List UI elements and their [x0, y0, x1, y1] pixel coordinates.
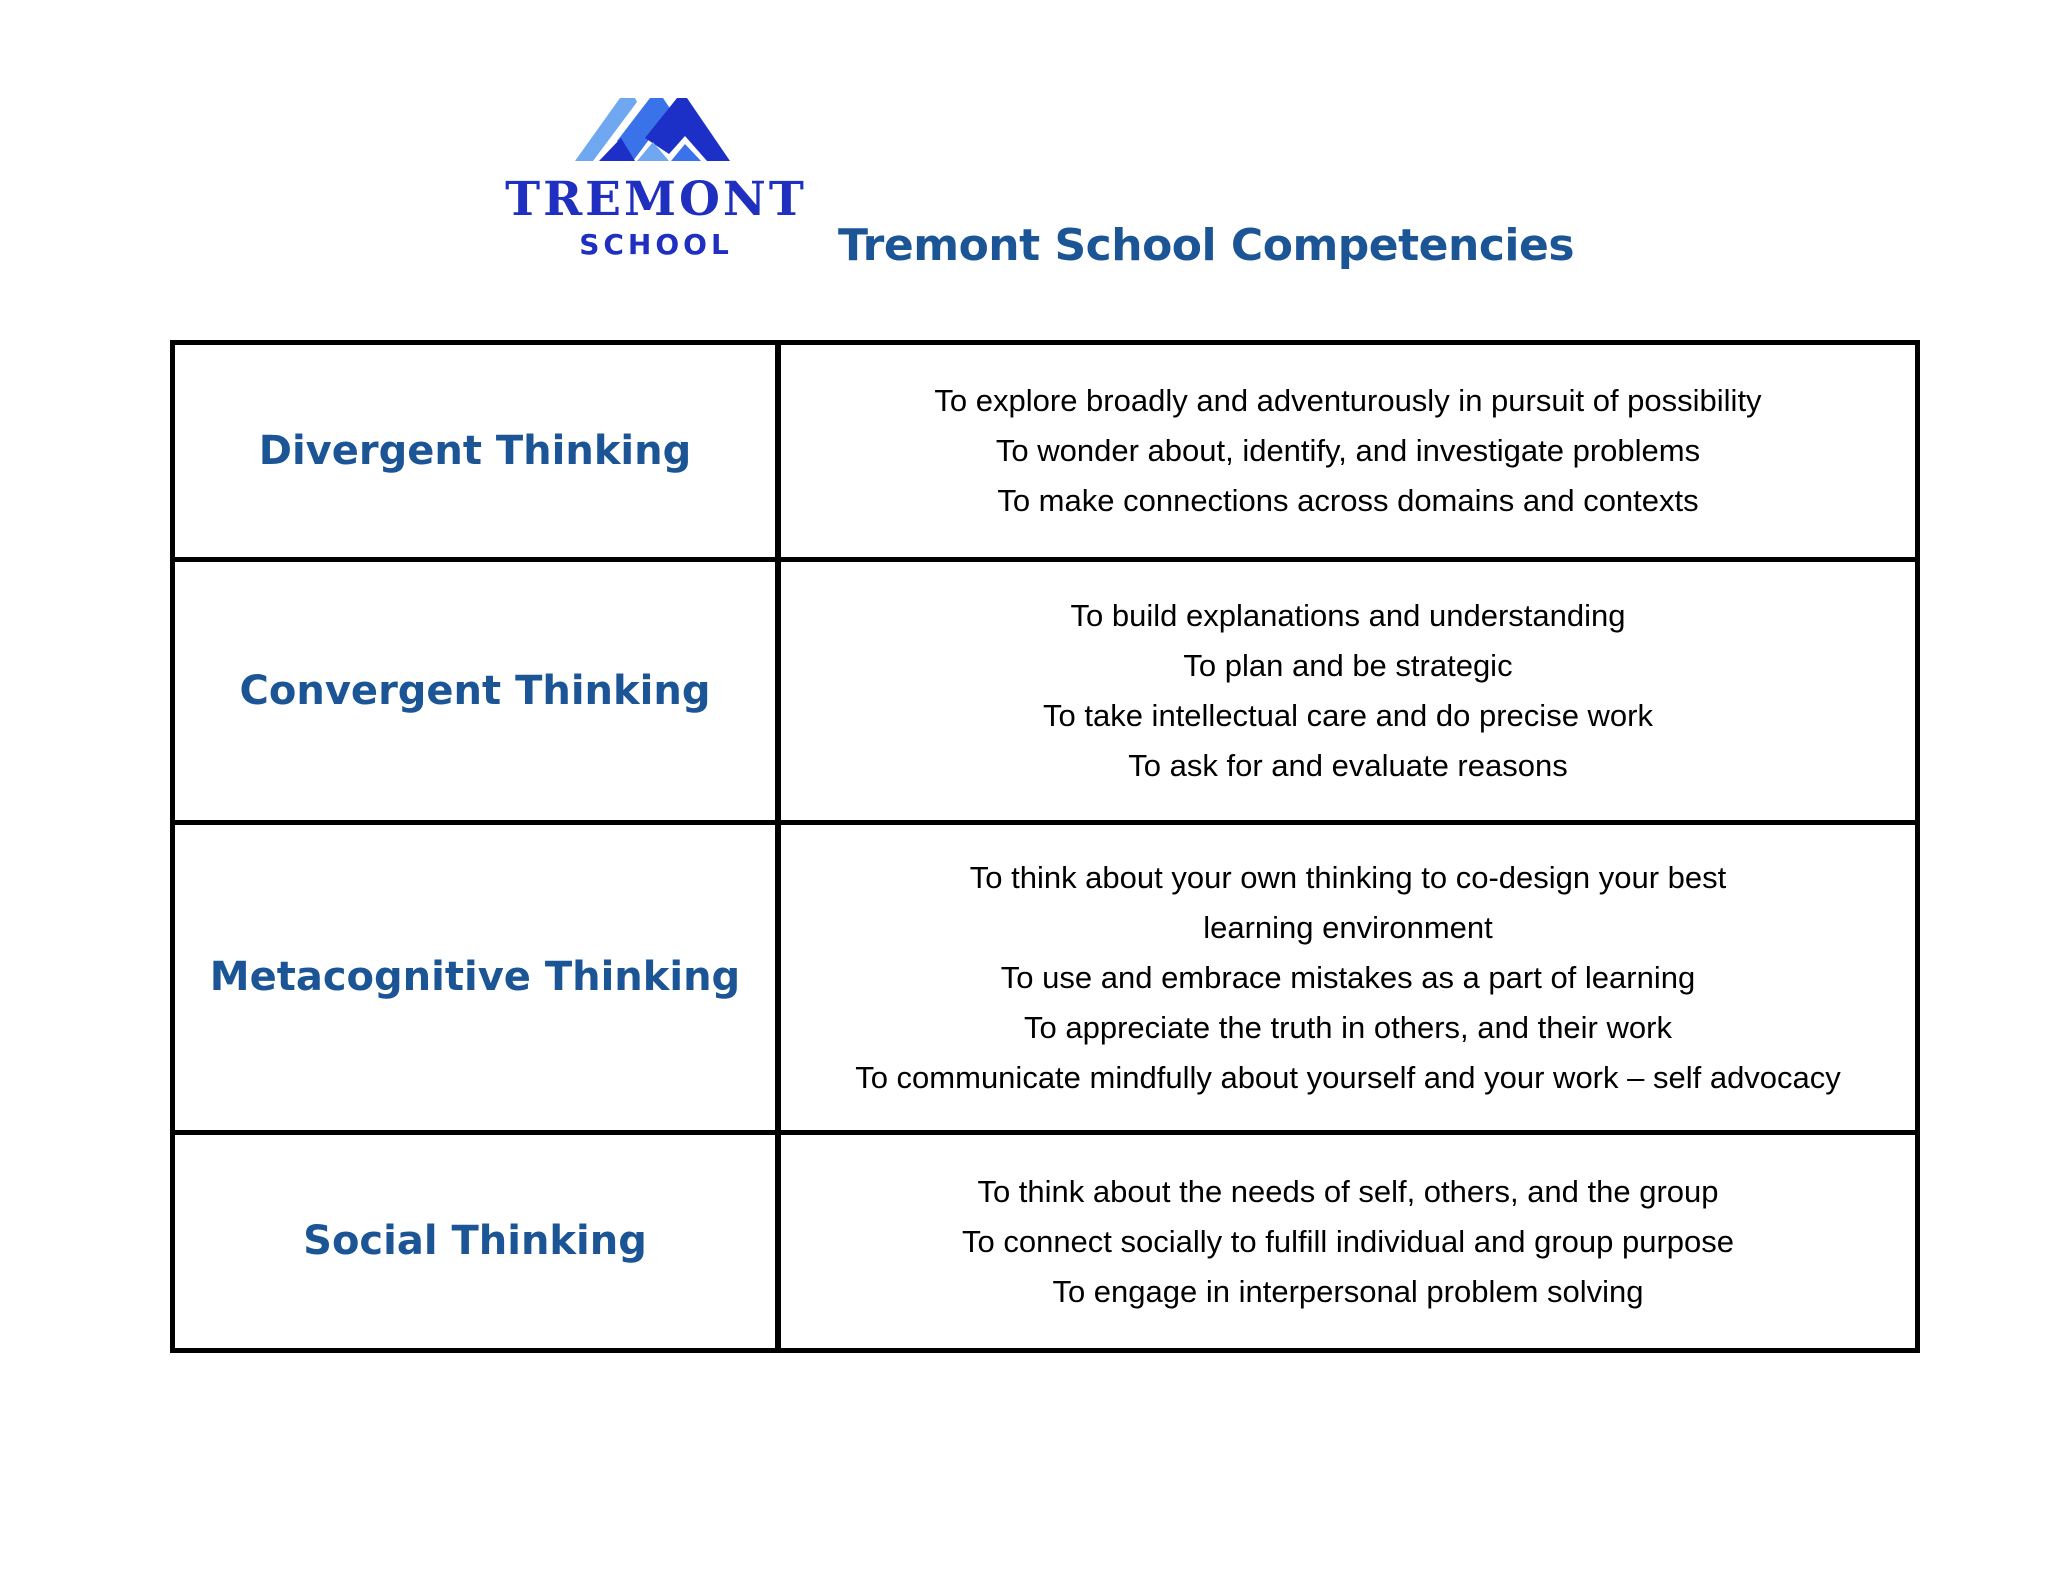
competency-label: Social Thinking [175, 1135, 781, 1348]
description-line: To take intellectual care and do precise work [1043, 698, 1653, 733]
competencies-table [170, 340, 1920, 1353]
description-line: To appreciate the truth in others, and their work [1024, 1009, 1672, 1045]
description-line: To communicate mindfully about yourself and your work – self advocacy [855, 1059, 1841, 1095]
description-line: To use and embrace mistakes as a part of learning [1000, 959, 1696, 995]
competency-label: Convergent Thinking [175, 562, 781, 820]
competency-descriptions [781, 562, 1915, 820]
competency-label: Metacognitive Thinking [175, 825, 781, 1130]
page-title: Tremont School Competencies [838, 220, 1575, 271]
description-line: To wonder about, identify, and investigate problems [995, 433, 1701, 468]
table-row-convergent [175, 557, 1915, 820]
logo-subtitle: SCHOOL [579, 228, 733, 261]
description-line: To build explanations and understanding [1070, 598, 1626, 633]
description-line: To ask for and evaluate reasons [1128, 748, 1568, 783]
competency-descriptions [781, 825, 1915, 1130]
competency-descriptions [781, 1135, 1915, 1348]
description-line: To explore broadly and adventurously in pursuit of possibility [934, 383, 1762, 418]
table-row-metacognitive [175, 820, 1915, 1130]
description-line: To engage in interpersonal problem solving [1052, 1273, 1644, 1309]
description-line: learning environment [1203, 909, 1493, 945]
description-line: To think about the needs of self, others, and the group [977, 1173, 1719, 1209]
description-line: To make connections across domains and contexts [997, 483, 1699, 518]
tremont-logo [496, 92, 816, 267]
competency-label: Divergent Thinking [175, 345, 781, 557]
table-row-social [175, 1130, 1915, 1348]
description-line: To plan and be strategic [1183, 648, 1513, 683]
logo-wordmark: TREMONT [505, 172, 807, 227]
table-row-divergent [175, 345, 1915, 557]
mountains-icon [575, 96, 735, 166]
description-line: To think about your own thinking to co-design your best [969, 859, 1727, 895]
description-line: To connect socially to fulfill individual and group purpose [961, 1223, 1735, 1259]
competency-descriptions [781, 345, 1915, 557]
